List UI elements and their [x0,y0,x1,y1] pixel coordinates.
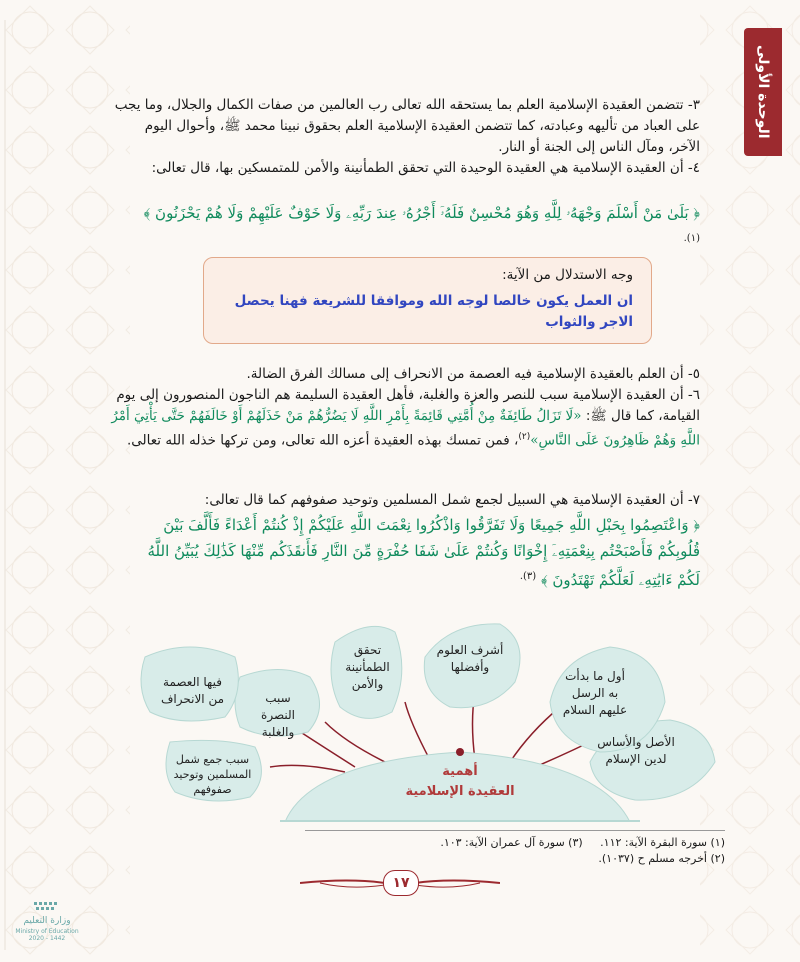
verse-al-imran-text: ﴿ وَاعْتَصِمُوا بِحَبْلِ اللَّهِ جَمِيعًا وَلَا تَفَرَّقُوا وَاذْكُرُوا نِعْمَتَ اللَّهِ عَلَيْكُمْ إِذْ كُنتُمْ أَعْدَاءً فَأَلَّفَ بَيْنَ قُلُوبِكُمْ فَأَصْبَحْتُم بِنِعْمَتِهِۦٓ إِخْوَانًا وَكُنتُمْ عَلَىٰ شَفَا حُفْرَةٍ مِّنَ النَّارِ فَأَنقَذَكُم مِّنْهَا كَذَٰلِكَ يُبَيِّنُ اللَّهُ لَكُمْ ءَايَٰتِهِۦ لَعَلَّكُمْ تَهْتَدُونَ ﴾ [147,516,700,589]
ministry-logo [12,900,82,942]
footnote-1-3 [305,835,725,851]
importance-diagram [130,612,790,822]
item-3: ٣- تتضمن العقيدة الإسلامية العلم بما يستحقه الله تعالى رب العالمين من صفات الكمال والجلال، وما يجب على العباد من تأليهه وعبادته، كما تتضمن العقيدة الإسلامية العلم بحقوق نبينا محمد ﷺ، وأحوال اليوم الآخر، ومآل الناس إلى الجنة أو النار. [114,97,700,155]
item-4: ٤- أن العقيدة الإسلامية هي العقيدة الوحيدة التي تحقق الطمأنينة والأمن للمتمسكين بها، قال تعالى: [151,160,700,176]
leaf-label-asl: الأصل والأساس لدين الإسلام [597,735,675,766]
verse-al-imran-ref: (٣). [519,571,537,582]
inference-title: وجه الاستدلال من الآية: [502,267,633,283]
footnote-1: (١) سورة البقرة الآية: ١١٢. [600,836,725,849]
leaf-label-nasr: سبب النصرة والغلبة [261,691,295,739]
leaf-label-awwal: أول ما بدأت به الرسل عليهم السلام [562,669,628,717]
leaf-label-tuhaqqiq: تحقق الطمأنينة والأمن [345,643,390,691]
footnote-2: (٢) أخرجه مسلم ح (١٠٣٧). [598,852,725,865]
page-number: ١٧ [383,870,419,896]
item-5: ٥- أن العلم بالعقيدة الإسلامية فيه العصمة من الانحراف إلى مسالك الفرق الضالة. [246,366,700,382]
leaf-label-jam: سبب جمع شمل المسلمين وتوحيد صفوفهم [173,753,252,796]
unit-tab-label: الوحدة الأولى [755,45,771,139]
page-number-ornament [300,868,500,898]
center-node [456,748,464,756]
center-label-line2: العقيدة الإسلامية [405,784,515,799]
inference-answer: ان العمل يكون خالصا لوجه الله وموافقا للشريعة فهنا يحصل الاجر والثواب [234,293,633,330]
footnote-3: (٣) سورة آل عمران الآية: ١٠٣. [440,836,583,849]
hadith-ref: (٢) [518,432,531,442]
item-6-conclusion: ، فمن تمسك بهذه العقيدة أعزه الله تعالى، ومن تركها خذله الله تعالى. [126,432,519,449]
item-6 [110,385,700,452]
verse-al-imran [130,512,700,593]
footnotes [305,830,725,867]
unit-tab [744,28,782,156]
leaf-label-isma: فيها العصمة من الانحراف [160,675,225,706]
item-7: ٧- أن العقيدة الإسلامية هي السبيل لجمع شمل المسلمين وتوحيد صفوفهم كما قال تعالى: [204,492,700,508]
ministry-logo-mark [12,900,82,916]
inference-box [203,257,652,344]
center-label [360,762,560,802]
item-6-intro: ٦- أن العقيدة الإسلامية سبب للنصر والعزة والغلبة، فأهل العقيدة السليمة هم الناجون المنصورون إلى يوم القيامة، كما قال ﷺ: [116,387,700,424]
leaf-label-ashraf: أشرف العلوم وأفضلها [436,643,504,674]
verse-baqara-text: ﴿ بَلَىٰ مَنْ أَسْلَمَ وَجْهَهُۥ لِلَّهِ وَهُوَ مُحْسِنٌ فَلَهُۥٓ أَجْرُهُۥ عِندَ رَبِّهِۦ وَلَا خَوْفٌ عَلَيْهِمْ وَلَا هُمْ يَحْزَنُونَ ﴾ [143,204,700,222]
ministry-logo-name: وزارة التعليم [23,916,71,926]
center-label-line1: أهمية [442,764,478,779]
verse-baqara [130,200,700,255]
hadith-text: «لَا تَزَالُ طَائِفَةٌ مِنْ أُمَّتِي قَائِمَةً بِأَمْرِ اللَّهِ لَا يَضُرُّهُمْ مَنْ خَذَلَهُمْ أَوْ خَالَفَهُمْ حَتَّى يَأْتِيَ أَمْرُ اللَّهِ وَهُمْ ظَاهِرُونَ عَلَى النَّاسِ» [111,408,700,449]
verse-baqara-ref: (١). [683,233,700,244]
ministry-logo-sub: Ministry of Education 2020 - 1442 [15,928,79,942]
